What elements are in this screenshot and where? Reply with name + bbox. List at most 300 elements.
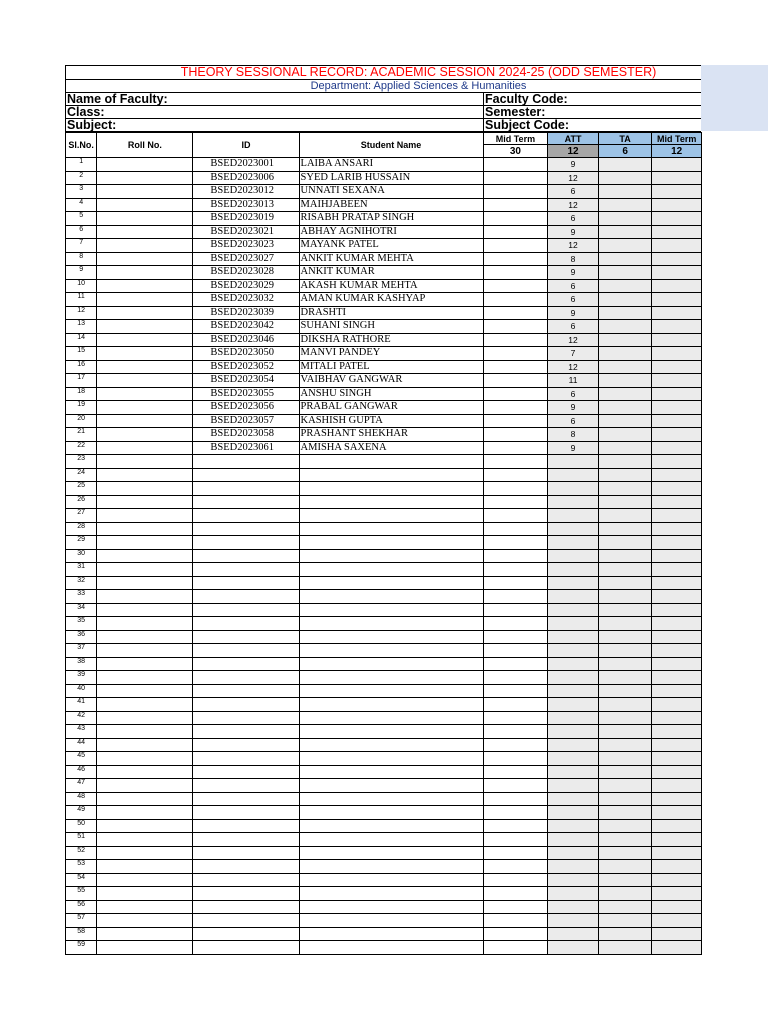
roll-no-cell[interactable] [97,725,193,739]
mid-term-cell[interactable] [483,887,548,901]
mid-term-cell[interactable] [483,563,548,577]
mid-term-2-cell[interactable] [652,563,702,577]
ta-cell[interactable] [598,887,652,901]
ta-cell[interactable] [598,333,652,347]
roll-no-cell[interactable] [97,644,193,658]
id-cell[interactable] [193,779,299,793]
name-cell[interactable] [299,482,483,496]
mid-term-2-cell[interactable] [652,603,702,617]
ta-cell[interactable] [598,468,652,482]
roll-no-cell[interactable] [97,266,193,280]
roll-no-cell[interactable] [97,428,193,442]
roll-no-cell[interactable] [97,603,193,617]
name-cell[interactable] [299,765,483,779]
mid-term-2-cell[interactable] [652,549,702,563]
name-cell[interactable] [299,873,483,887]
ta-cell[interactable] [598,657,652,671]
roll-no-cell[interactable] [97,549,193,563]
mid-term-2-cell[interactable] [652,860,702,874]
ta-cell[interactable] [598,630,652,644]
roll-no-cell[interactable] [97,536,193,550]
att-cell[interactable]: 12 [548,171,599,185]
ta-cell[interactable] [598,752,652,766]
att-cell[interactable] [548,711,599,725]
ta-cell[interactable] [598,738,652,752]
roll-no-cell[interactable] [97,482,193,496]
id-cell[interactable] [193,495,299,509]
mid-term-cell[interactable] [483,252,548,266]
mid-term-2-cell[interactable] [652,684,702,698]
id-cell[interactable] [193,806,299,820]
id-cell[interactable] [193,833,299,847]
att-cell[interactable]: 9 [548,266,599,280]
mid-term-cell[interactable] [483,347,548,361]
ta-cell[interactable] [598,387,652,401]
roll-no-cell[interactable] [97,914,193,928]
att-cell[interactable] [548,455,599,469]
mid-term-cell[interactable] [483,819,548,833]
mid-term-2-cell[interactable] [652,590,702,604]
roll-no-cell[interactable] [97,279,193,293]
att-cell[interactable]: 9 [548,441,599,455]
roll-no-cell[interactable] [97,752,193,766]
roll-no-cell[interactable] [97,387,193,401]
mid-term-cell[interactable] [483,536,548,550]
name-cell[interactable] [299,522,483,536]
mid-term-cell[interactable] [483,806,548,820]
roll-no-cell[interactable] [97,441,193,455]
roll-no-cell[interactable] [97,792,193,806]
att-cell[interactable]: 9 [548,158,599,172]
att-cell[interactable]: 6 [548,320,599,334]
roll-no-cell[interactable] [97,617,193,631]
name-cell[interactable] [299,806,483,820]
name-cell[interactable] [299,792,483,806]
att-cell[interactable] [548,819,599,833]
mid-term-cell[interactable] [483,387,548,401]
att-cell[interactable]: 12 [548,360,599,374]
mid-term-2-cell[interactable] [652,657,702,671]
mid-term-cell[interactable] [483,401,548,415]
ta-cell[interactable] [598,509,652,523]
att-cell[interactable] [548,684,599,698]
ta-cell[interactable] [598,779,652,793]
mid-term-cell[interactable] [483,725,548,739]
mid-term-cell[interactable] [483,860,548,874]
mid-term-2-cell[interactable] [652,360,702,374]
name-cell[interactable] [299,563,483,577]
id-cell[interactable] [193,657,299,671]
ta-cell[interactable] [598,428,652,442]
att-cell[interactable] [548,846,599,860]
att-cell[interactable] [548,522,599,536]
att-cell[interactable] [548,603,599,617]
roll-no-cell[interactable] [97,819,193,833]
ta-cell[interactable] [598,401,652,415]
roll-no-cell[interactable] [97,293,193,307]
att-cell[interactable] [548,806,599,820]
ta-cell[interactable] [598,941,652,955]
roll-no-cell[interactable] [97,846,193,860]
name-cell[interactable] [299,549,483,563]
name-cell[interactable] [299,698,483,712]
mid-term-2-cell[interactable] [652,698,702,712]
ta-cell[interactable] [598,563,652,577]
mid-term-cell[interactable] [483,846,548,860]
att-cell[interactable] [548,576,599,590]
roll-no-cell[interactable] [97,738,193,752]
att-cell[interactable]: 12 [548,198,599,212]
roll-no-cell[interactable] [97,347,193,361]
mid-term-2-cell[interactable] [652,900,702,914]
mid-term-2-cell[interactable] [652,779,702,793]
mid-term-2-cell[interactable] [652,725,702,739]
roll-no-cell[interactable] [97,212,193,226]
mid-term-cell[interactable] [483,455,548,469]
roll-no-cell[interactable] [97,927,193,941]
name-cell[interactable] [299,671,483,685]
mid-term-cell[interactable] [483,657,548,671]
ta-cell[interactable] [598,414,652,428]
att-cell[interactable] [548,644,599,658]
ta-cell[interactable] [598,576,652,590]
att-cell[interactable] [548,873,599,887]
roll-no-cell[interactable] [97,401,193,415]
roll-no-cell[interactable] [97,306,193,320]
att-cell[interactable]: 8 [548,252,599,266]
mid-term-2-cell[interactable] [652,455,702,469]
mid-term-2-cell[interactable] [652,630,702,644]
mid-term-cell[interactable] [483,360,548,374]
mid-term-cell[interactable] [483,185,548,199]
roll-no-cell[interactable] [97,779,193,793]
att-cell[interactable] [548,630,599,644]
mid-term-2-cell[interactable] [652,819,702,833]
mid-term-2-cell[interactable] [652,482,702,496]
mid-term-cell[interactable] [483,374,548,388]
mid-term-2-cell[interactable] [652,941,702,955]
mid-term-2-cell[interactable] [652,441,702,455]
ta-cell[interactable] [598,900,652,914]
ta-cell[interactable] [598,536,652,550]
ta-cell[interactable] [598,684,652,698]
mid-term-cell[interactable] [483,684,548,698]
mid-term-2-cell[interactable] [652,495,702,509]
mid-term-cell[interactable] [483,522,548,536]
id-cell[interactable] [193,887,299,901]
name-cell[interactable] [299,644,483,658]
roll-no-cell[interactable] [97,158,193,172]
mid-term-cell[interactable] [483,468,548,482]
name-cell[interactable] [299,684,483,698]
mid-term-2-cell[interactable] [652,158,702,172]
att-cell[interactable] [548,941,599,955]
roll-no-cell[interactable] [97,374,193,388]
roll-no-cell[interactable] [97,185,193,199]
name-cell[interactable] [299,941,483,955]
mid-term-cell[interactable] [483,833,548,847]
id-cell[interactable] [193,536,299,550]
att-cell[interactable] [548,698,599,712]
id-cell[interactable] [193,509,299,523]
mid-term-cell[interactable] [483,765,548,779]
mid-term-2-cell[interactable] [652,522,702,536]
roll-no-cell[interactable] [97,630,193,644]
id-cell[interactable] [193,630,299,644]
id-cell[interactable] [193,455,299,469]
roll-no-cell[interactable] [97,495,193,509]
name-cell[interactable] [299,657,483,671]
mid-term-2-cell[interactable] [652,927,702,941]
name-cell[interactable] [299,860,483,874]
ta-cell[interactable] [598,819,652,833]
mid-term-cell[interactable] [483,171,548,185]
roll-no-cell[interactable] [97,765,193,779]
roll-no-cell[interactable] [97,455,193,469]
mid-term-2-cell[interactable] [652,468,702,482]
roll-no-cell[interactable] [97,860,193,874]
att-cell[interactable] [548,549,599,563]
name-cell[interactable] [299,725,483,739]
mid-term-cell[interactable] [483,927,548,941]
mid-term-cell[interactable] [483,482,548,496]
mid-term-2-cell[interactable] [652,212,702,226]
mid-term-cell[interactable] [483,158,548,172]
mid-term-cell[interactable] [483,333,548,347]
mid-term-cell[interactable] [483,873,548,887]
id-cell[interactable] [193,482,299,496]
roll-no-cell[interactable] [97,833,193,847]
ta-cell[interactable] [598,522,652,536]
id-cell[interactable] [193,752,299,766]
att-cell[interactable] [548,927,599,941]
name-cell[interactable] [299,495,483,509]
ta-cell[interactable] [598,725,652,739]
att-cell[interactable] [548,752,599,766]
att-cell[interactable] [548,833,599,847]
ta-cell[interactable] [598,239,652,253]
id-cell[interactable] [193,711,299,725]
ta-cell[interactable] [598,914,652,928]
name-cell[interactable] [299,779,483,793]
ta-cell[interactable] [598,549,652,563]
mid-term-2-cell[interactable] [652,347,702,361]
mid-term-cell[interactable] [483,198,548,212]
att-cell[interactable] [548,900,599,914]
mid-term-cell[interactable] [483,752,548,766]
att-cell[interactable] [548,887,599,901]
mid-term-cell[interactable] [483,630,548,644]
mid-term-2-cell[interactable] [652,279,702,293]
ta-cell[interactable] [598,846,652,860]
mid-term-cell[interactable] [483,549,548,563]
id-cell[interactable] [193,576,299,590]
mid-term-2-cell[interactable] [652,171,702,185]
mid-term-2-cell[interactable] [652,711,702,725]
att-cell[interactable] [548,468,599,482]
ta-cell[interactable] [598,347,652,361]
ta-cell[interactable] [598,441,652,455]
att-cell[interactable] [548,495,599,509]
id-cell[interactable] [193,738,299,752]
mid-term-cell[interactable] [483,603,548,617]
id-cell[interactable] [193,522,299,536]
att-cell[interactable]: 6 [548,212,599,226]
ta-cell[interactable] [598,212,652,226]
mid-term-2-cell[interactable] [652,806,702,820]
mid-term-cell[interactable] [483,900,548,914]
att-cell[interactable]: 12 [548,239,599,253]
name-cell[interactable] [299,927,483,941]
mid-term-cell[interactable] [483,779,548,793]
roll-no-cell[interactable] [97,360,193,374]
roll-no-cell[interactable] [97,563,193,577]
roll-no-cell[interactable] [97,225,193,239]
roll-no-cell[interactable] [97,509,193,523]
roll-no-cell[interactable] [97,941,193,955]
att-cell[interactable]: 9 [548,401,599,415]
mid-term-2-cell[interactable] [652,914,702,928]
id-cell[interactable] [193,900,299,914]
ta-cell[interactable] [598,252,652,266]
name-cell[interactable] [299,887,483,901]
att-cell[interactable] [548,860,599,874]
id-cell[interactable] [193,941,299,955]
ta-cell[interactable] [598,198,652,212]
ta-cell[interactable] [598,765,652,779]
roll-no-cell[interactable] [97,806,193,820]
att-cell[interactable]: 6 [548,293,599,307]
ta-cell[interactable] [598,495,652,509]
mid-term-cell[interactable] [483,428,548,442]
att-cell[interactable] [548,738,599,752]
roll-no-cell[interactable] [97,171,193,185]
mid-term-cell[interactable] [483,225,548,239]
mid-term-2-cell[interactable] [652,833,702,847]
mid-term-cell[interactable] [483,576,548,590]
mid-term-2-cell[interactable] [652,306,702,320]
roll-no-cell[interactable] [97,887,193,901]
mid-term-2-cell[interactable] [652,765,702,779]
id-cell[interactable] [193,563,299,577]
ta-cell[interactable] [598,158,652,172]
att-cell[interactable]: 8 [548,428,599,442]
att-cell[interactable]: 11 [548,374,599,388]
mid-term-2-cell[interactable] [652,225,702,239]
name-cell[interactable] [299,603,483,617]
id-cell[interactable] [193,927,299,941]
roll-no-cell[interactable] [97,198,193,212]
roll-no-cell[interactable] [97,468,193,482]
ta-cell[interactable] [598,617,652,631]
mid-term-2-cell[interactable] [652,333,702,347]
name-cell[interactable] [299,900,483,914]
roll-no-cell[interactable] [97,657,193,671]
mid-term-2-cell[interactable] [652,644,702,658]
name-cell[interactable] [299,590,483,604]
ta-cell[interactable] [598,603,652,617]
ta-cell[interactable] [598,590,652,604]
roll-no-cell[interactable] [97,684,193,698]
mid-term-cell[interactable] [483,414,548,428]
mid-term-cell[interactable] [483,306,548,320]
id-cell[interactable] [193,914,299,928]
ta-cell[interactable] [598,806,652,820]
roll-no-cell[interactable] [97,522,193,536]
att-cell[interactable] [548,482,599,496]
ta-cell[interactable] [598,225,652,239]
att-cell[interactable] [548,536,599,550]
mid-term-2-cell[interactable] [652,387,702,401]
ta-cell[interactable] [598,374,652,388]
roll-no-cell[interactable] [97,333,193,347]
att-cell[interactable] [548,509,599,523]
id-cell[interactable] [193,468,299,482]
roll-no-cell[interactable] [97,414,193,428]
ta-cell[interactable] [598,171,652,185]
mid-term-cell[interactable] [483,212,548,226]
att-cell[interactable]: 9 [548,306,599,320]
ta-cell[interactable] [598,644,652,658]
mid-term-2-cell[interactable] [652,576,702,590]
ta-cell[interactable] [598,482,652,496]
roll-no-cell[interactable] [97,711,193,725]
mid-term-cell[interactable] [483,590,548,604]
roll-no-cell[interactable] [97,873,193,887]
mid-term-cell[interactable] [483,293,548,307]
id-cell[interactable] [193,684,299,698]
roll-no-cell[interactable] [97,252,193,266]
mid-term-2-cell[interactable] [652,617,702,631]
att-cell[interactable] [548,725,599,739]
id-cell[interactable] [193,725,299,739]
name-cell[interactable] [299,617,483,631]
att-cell[interactable]: 6 [548,279,599,293]
att-cell[interactable] [548,914,599,928]
name-cell[interactable] [299,576,483,590]
mid-term-2-cell[interactable] [652,293,702,307]
att-cell[interactable]: 12 [548,333,599,347]
mid-term-2-cell[interactable] [652,887,702,901]
att-cell[interactable]: 6 [548,387,599,401]
ta-cell[interactable] [598,671,652,685]
roll-no-cell[interactable] [97,671,193,685]
mid-term-2-cell[interactable] [652,401,702,415]
id-cell[interactable] [193,846,299,860]
roll-no-cell[interactable] [97,239,193,253]
id-cell[interactable] [193,860,299,874]
mid-term-2-cell[interactable] [652,428,702,442]
roll-no-cell[interactable] [97,576,193,590]
att-cell[interactable] [548,563,599,577]
mid-term-2-cell[interactable] [652,671,702,685]
ta-cell[interactable] [598,279,652,293]
att-cell[interactable] [548,671,599,685]
ta-cell[interactable] [598,306,652,320]
mid-term-2-cell[interactable] [652,846,702,860]
ta-cell[interactable] [598,873,652,887]
ta-cell[interactable] [598,185,652,199]
mid-term-2-cell[interactable] [652,738,702,752]
mid-term-cell[interactable] [483,644,548,658]
att-cell[interactable] [548,792,599,806]
id-cell[interactable] [193,549,299,563]
att-cell[interactable] [548,765,599,779]
att-cell[interactable] [548,617,599,631]
mid-term-2-cell[interactable] [652,185,702,199]
id-cell[interactable] [193,873,299,887]
mid-term-2-cell[interactable] [652,320,702,334]
